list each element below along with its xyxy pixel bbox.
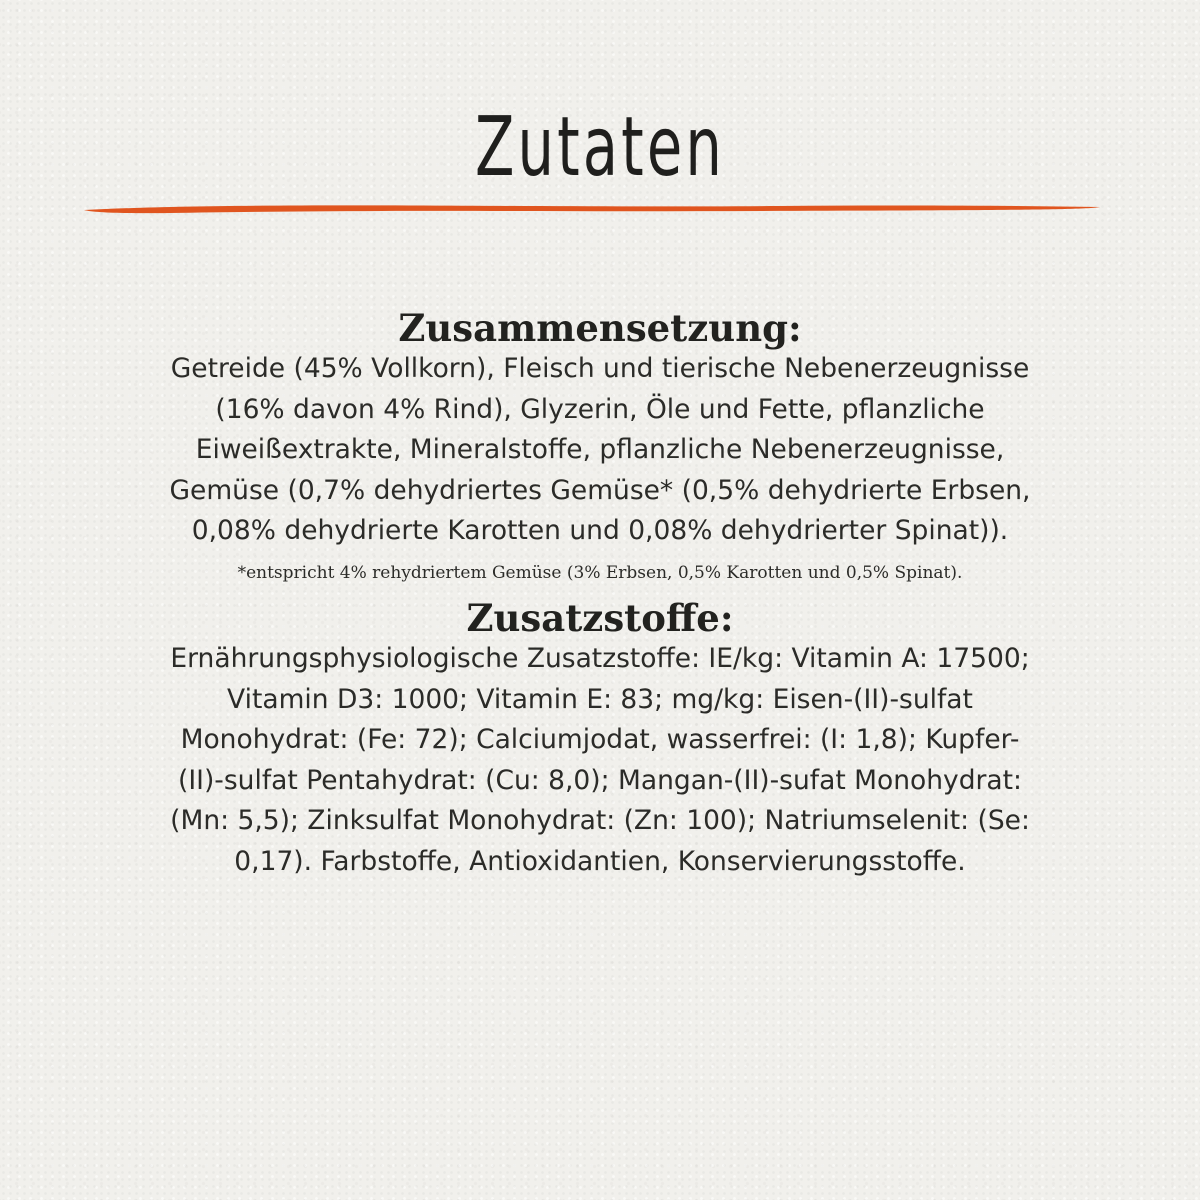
composition-text: Getreide (45% Vollkorn), Fleisch und tierische Nebenerzeugnisse (16% davon 4% Rind), Glyzerin, Öle und Fette, pflanzliche Eiweißextrakte, Mineralstoffe, pflanzliche Nebenerzeugnisse, Gemüse (0,7% dehydriertes Gemüse* (0,5% dehydrierte Erbsen, 0,08% dehydrierte Karotten und 0,08% dehydrierter Spinat)). <box>169 353 1031 547</box>
additives-text: Ernährungsphysiologische Zusatzstoffe: IE/kg: Vitamin A: 17500; Vitamin D3: 1000; Vitamin E: 83; mg/kg: Eisen-(II)-sulfat Monohydrat: (Fe: 72); Calciumjodat, wasserfrei: (I: 1,8); Kupfer-(II)-sulfat Pentahydrat: (Cu: 8,0); Mangan-(II)-sufat Monohydrat: (Mn: 5,5); Zinksulfat Monohydrat: (Zn: 100); Natriumselenit: (Se: 0,17). Farbstoffe, Antioxidantien, Konservierungsstoffe. <box>170 643 1030 877</box>
composition-footnote: *entspricht 4% rehydriertem Gemüse (3% Erbsen, 0,5% Karotten und 0,5% Spinat). <box>237 562 963 583</box>
additives-heading: Zusatzstoffe: <box>466 595 734 640</box>
ingredients-content <box>130 308 1070 882</box>
page-title: Zutaten <box>475 99 725 195</box>
composition-heading: Zusammensetzung: <box>398 306 802 350</box>
orange-brush-divider <box>80 196 1104 220</box>
